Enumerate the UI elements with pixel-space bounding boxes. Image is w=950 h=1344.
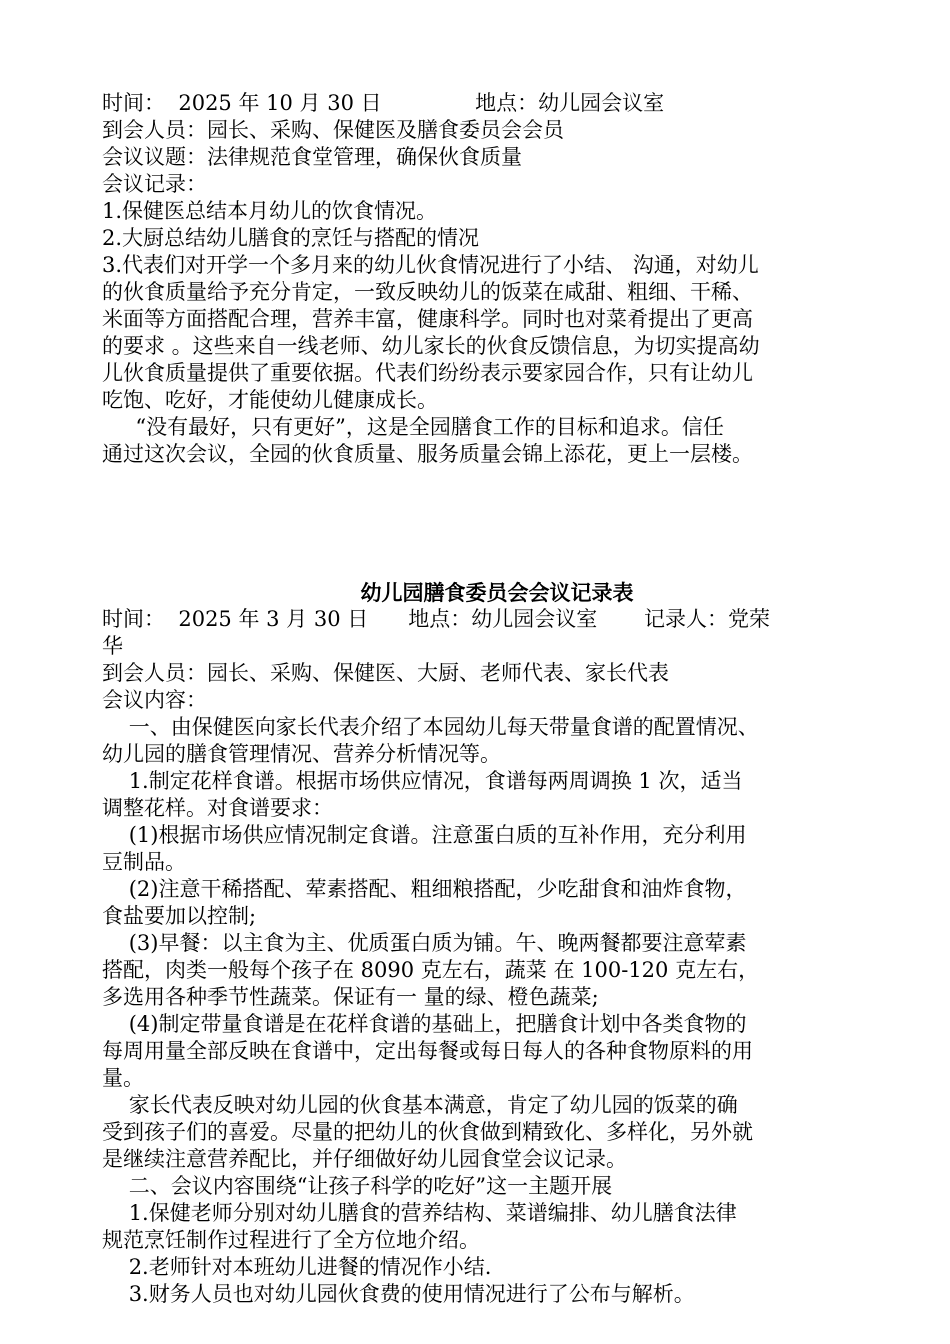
record2-line: 3.财务人员也对幼儿园伙食费的使用情况进行了公布与解析。 (102, 1282, 695, 1306)
section-spacer (102, 468, 892, 579)
document-page (102, 90, 892, 1308)
record2-line: 一、由保健医向家长代表介绍了本园幼儿每天带量食谱的配置情况、 (102, 715, 759, 739)
record2-line: 华 (102, 634, 123, 658)
record1-line: 2.大厨总结幼儿膳食的烹饪与搭配的情况 (102, 226, 480, 250)
record2-line: 是继续注意营养配比，并仔细做好幼儿园食堂会议记录。 (102, 1147, 627, 1171)
record1-line: “没有最好，只有更好”，这是全园膳食工作的目标和追求。信任 (102, 415, 724, 439)
record2-line: (3)早餐：以主食为主、优质蛋白质为铺。午、晚两餐都要注意荤素 (102, 931, 747, 955)
record2-line: 调整花样。对食谱要求： (102, 796, 333, 820)
record2-line: 1.制定花样食谱。根据市场供应情况，食谱每两周调换 1 次，适当 (102, 769, 743, 793)
record2-line: 幼儿园的膳食管理情况、营养分析情况等。 (102, 742, 501, 766)
record1-line: 米面等方面搭配合理，营养丰富，健康科学。同时也对菜肴提出了更高 (102, 307, 753, 331)
record1-line: 的要求 。这些来自一线老师、幼儿家长的伙食反馈信息，为切实提高幼 (102, 334, 760, 358)
record2-line: (1)根据市场供应情况制定食谱。注意蛋白质的互补作用，充分利用 (102, 823, 747, 847)
record2-line: 受到孩子们的喜爱。尽量的把幼儿的伙食做到精致化、多样化，另外就 (102, 1120, 753, 1144)
record2-line: 二、会议内容围绕“让孩子科学的吃好”这一主题开展 (102, 1174, 613, 1198)
record2-line: (4)制定带量食谱是在花样食谱的基础上，把膳食计划中各类食物的 (102, 1012, 747, 1036)
record1-line: 儿伙食质量提供了重要依据。代表们纷纷表示要家园合作，只有让幼儿 (102, 361, 753, 385)
record1-line: 吃饱、吃好，才能使幼儿健康成长。 (102, 388, 438, 412)
record-table-title: 幼儿园膳食委员会会议记录表 (360, 580, 634, 605)
record1-line: 1.保健医总结本月幼儿的饮食情况。 (102, 199, 438, 223)
record2-line: 规范烹饪制作过程进行了全方位地介绍。 (102, 1228, 480, 1252)
record2-line: 2.老师针对本班幼儿进餐的情况作小结. (102, 1255, 492, 1279)
meeting-record-1 (102, 90, 892, 468)
record1-line: 会议记录： (102, 172, 207, 196)
record1-line: 的伙食质量给予充分肯定，一致反映幼儿的饭菜在咸甜、粗细、干稀、 (102, 280, 753, 304)
record2-line: 量。 (102, 1066, 144, 1090)
record2-line: 多选用各种季节性蔬菜。保证有一 量的绿、橙色蔬菜; (102, 985, 599, 1009)
record2-line: 1.保健老师分别对幼儿膳食的营养结构、菜谱编排、幼儿膳食法律 (102, 1201, 737, 1225)
record1-line: 时间： 2025 年 10 月 30 日 地点：幼儿园会议室 (102, 91, 665, 115)
meeting-record-2 (102, 579, 892, 1308)
record2-line: 会议内容： (102, 688, 207, 712)
record2-line: 豆制品。 (102, 850, 186, 874)
record2-line: 每周用量全部反映在食谱中，定出每餐或每日每人的各种食物原料的用 (102, 1039, 753, 1063)
record2-line: 搭配，肉类一般每个孩子在 8090 克左右，蔬菜 在 100-120 克左右， (102, 958, 760, 982)
record2-line: 到会人员：园长、采购、保健医、大厨、老师代表、家长代表 (102, 661, 669, 685)
record2-line: 时间： 2025 年 3 月 30 日 地点：幼儿园会议室 记录人：党荣 (102, 607, 771, 631)
record1-line: 通过这次会议，全园的伙食质量、服务质量会锦上添花，更上一层楼。 (102, 442, 753, 466)
record1-line: 会议议题：法律规范食堂管理，确保伙食质量 (102, 145, 522, 169)
record2-line: (2)注意干稀搭配、荤素搭配、粗细粮搭配，少吃甜食和油炸食物， (102, 877, 747, 901)
record2-line: 家长代表反映对幼儿园的伙食基本满意，肯定了幼儿园的饭菜的确 (102, 1093, 738, 1117)
record2-line: 食盐要加以控制; (102, 904, 257, 928)
record1-line: 到会人员：园长、采购、保健医及膳食委员会会员 (102, 118, 564, 142)
record1-line: 3.代表们对开学一个多月来的幼儿伙食情况进行了小结、 沟通，对幼儿 (102, 253, 759, 277)
